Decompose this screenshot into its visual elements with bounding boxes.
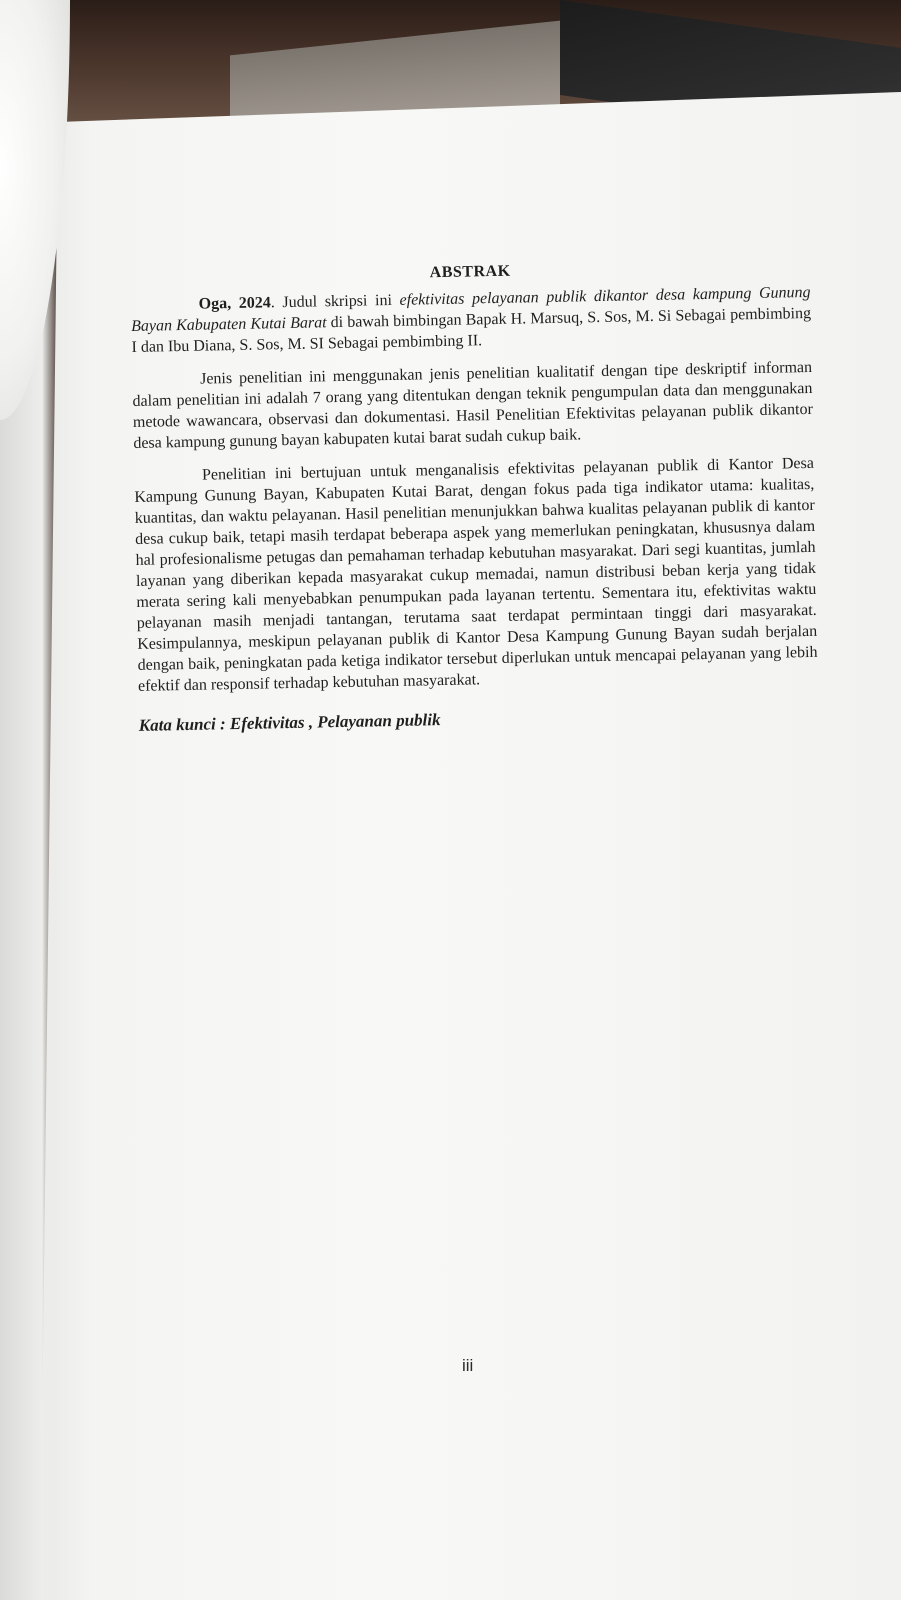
abstract-paragraph-1 (131, 282, 812, 358)
abstract-content (130, 255, 819, 736)
paragraph-1-rest: di bawah bimbingan Bapak H. Marsuq, S. Sos, M. Si Sebagai pembimbing I dan Ibu Diana, S. Sos, M. SI Sebagai pembimbing II. (131, 304, 812, 356)
abstract-paragraph-3: Penelitian ini bertujuan untuk menganalisis efektivitas pelayanan publik di Kantor Desa Kampung Gunung Bayan, Kabupaten Kutai Barat, dengan fokus pada tiga indikator utama: kualitas, kuantitas, dan waktu pelayanan. Hasil penelitian menunjukkan bahwa kualitas pelayanan publik di kantor desa cukup baik, tetapi masih terdapat beberapa aspek yang memerlukan peningkatan, khususnya dalam hal profesionalisme petugas dan pemahaman terhadap kebutuhan masyarakat. Dari segi kuantitas, jumlah layanan yang diberikan kepada masyarakat cukup memadai, namun distribusi beban kerja yang tidak merata sering kali menyebabkan penumpukan pada layanan tertentu. Sementara itu, efektivitas waktu pelayanan masih menjadi tantangan, terutama saat terdapat permintaan tinggi dari masyarakat. Kesimpulannya, meskipun pelayanan publik di Kantor Desa Kampung Gunung Bayan sudah berjalan dengan baik, peningkatan pada ketiga indikator tersebut diperlukan untuk mencapai pelayanan yang lebih efektif dan responsif terhadap kebutuhan masyarakat. (134, 454, 818, 695)
author-year: Oga, 2024 (198, 294, 271, 313)
abstract-paragraph-2: Jenis penelitian ini menggunakan jenis penelitian kualitatif dengan tipe deskriptif informan dalam penelitian ini adalah 7 orang yang ditentukan dengan teknik pengumpulan data dan menggunakan metode wawancara, observasi dan dokumentasi. Hasil Penelitian Efektivitas pelayanan publik dikantor desa kampung gunung bayan kabupaten kutai barat sudah cukup baik. (132, 358, 814, 452)
paragraph-1-lead: . Judul skripsi ini (270, 291, 400, 312)
keywords: Kata kunci : Efektivitas , Pelayanan publik (138, 710, 441, 735)
thesis-title: efektivitas pelayanan publik dikantor desa kampung Gunung Bayan Kabupaten Kutai Barat (130, 283, 811, 335)
page-number: iii (462, 1356, 474, 1375)
abstract-title: ABSTRAK (429, 262, 511, 282)
